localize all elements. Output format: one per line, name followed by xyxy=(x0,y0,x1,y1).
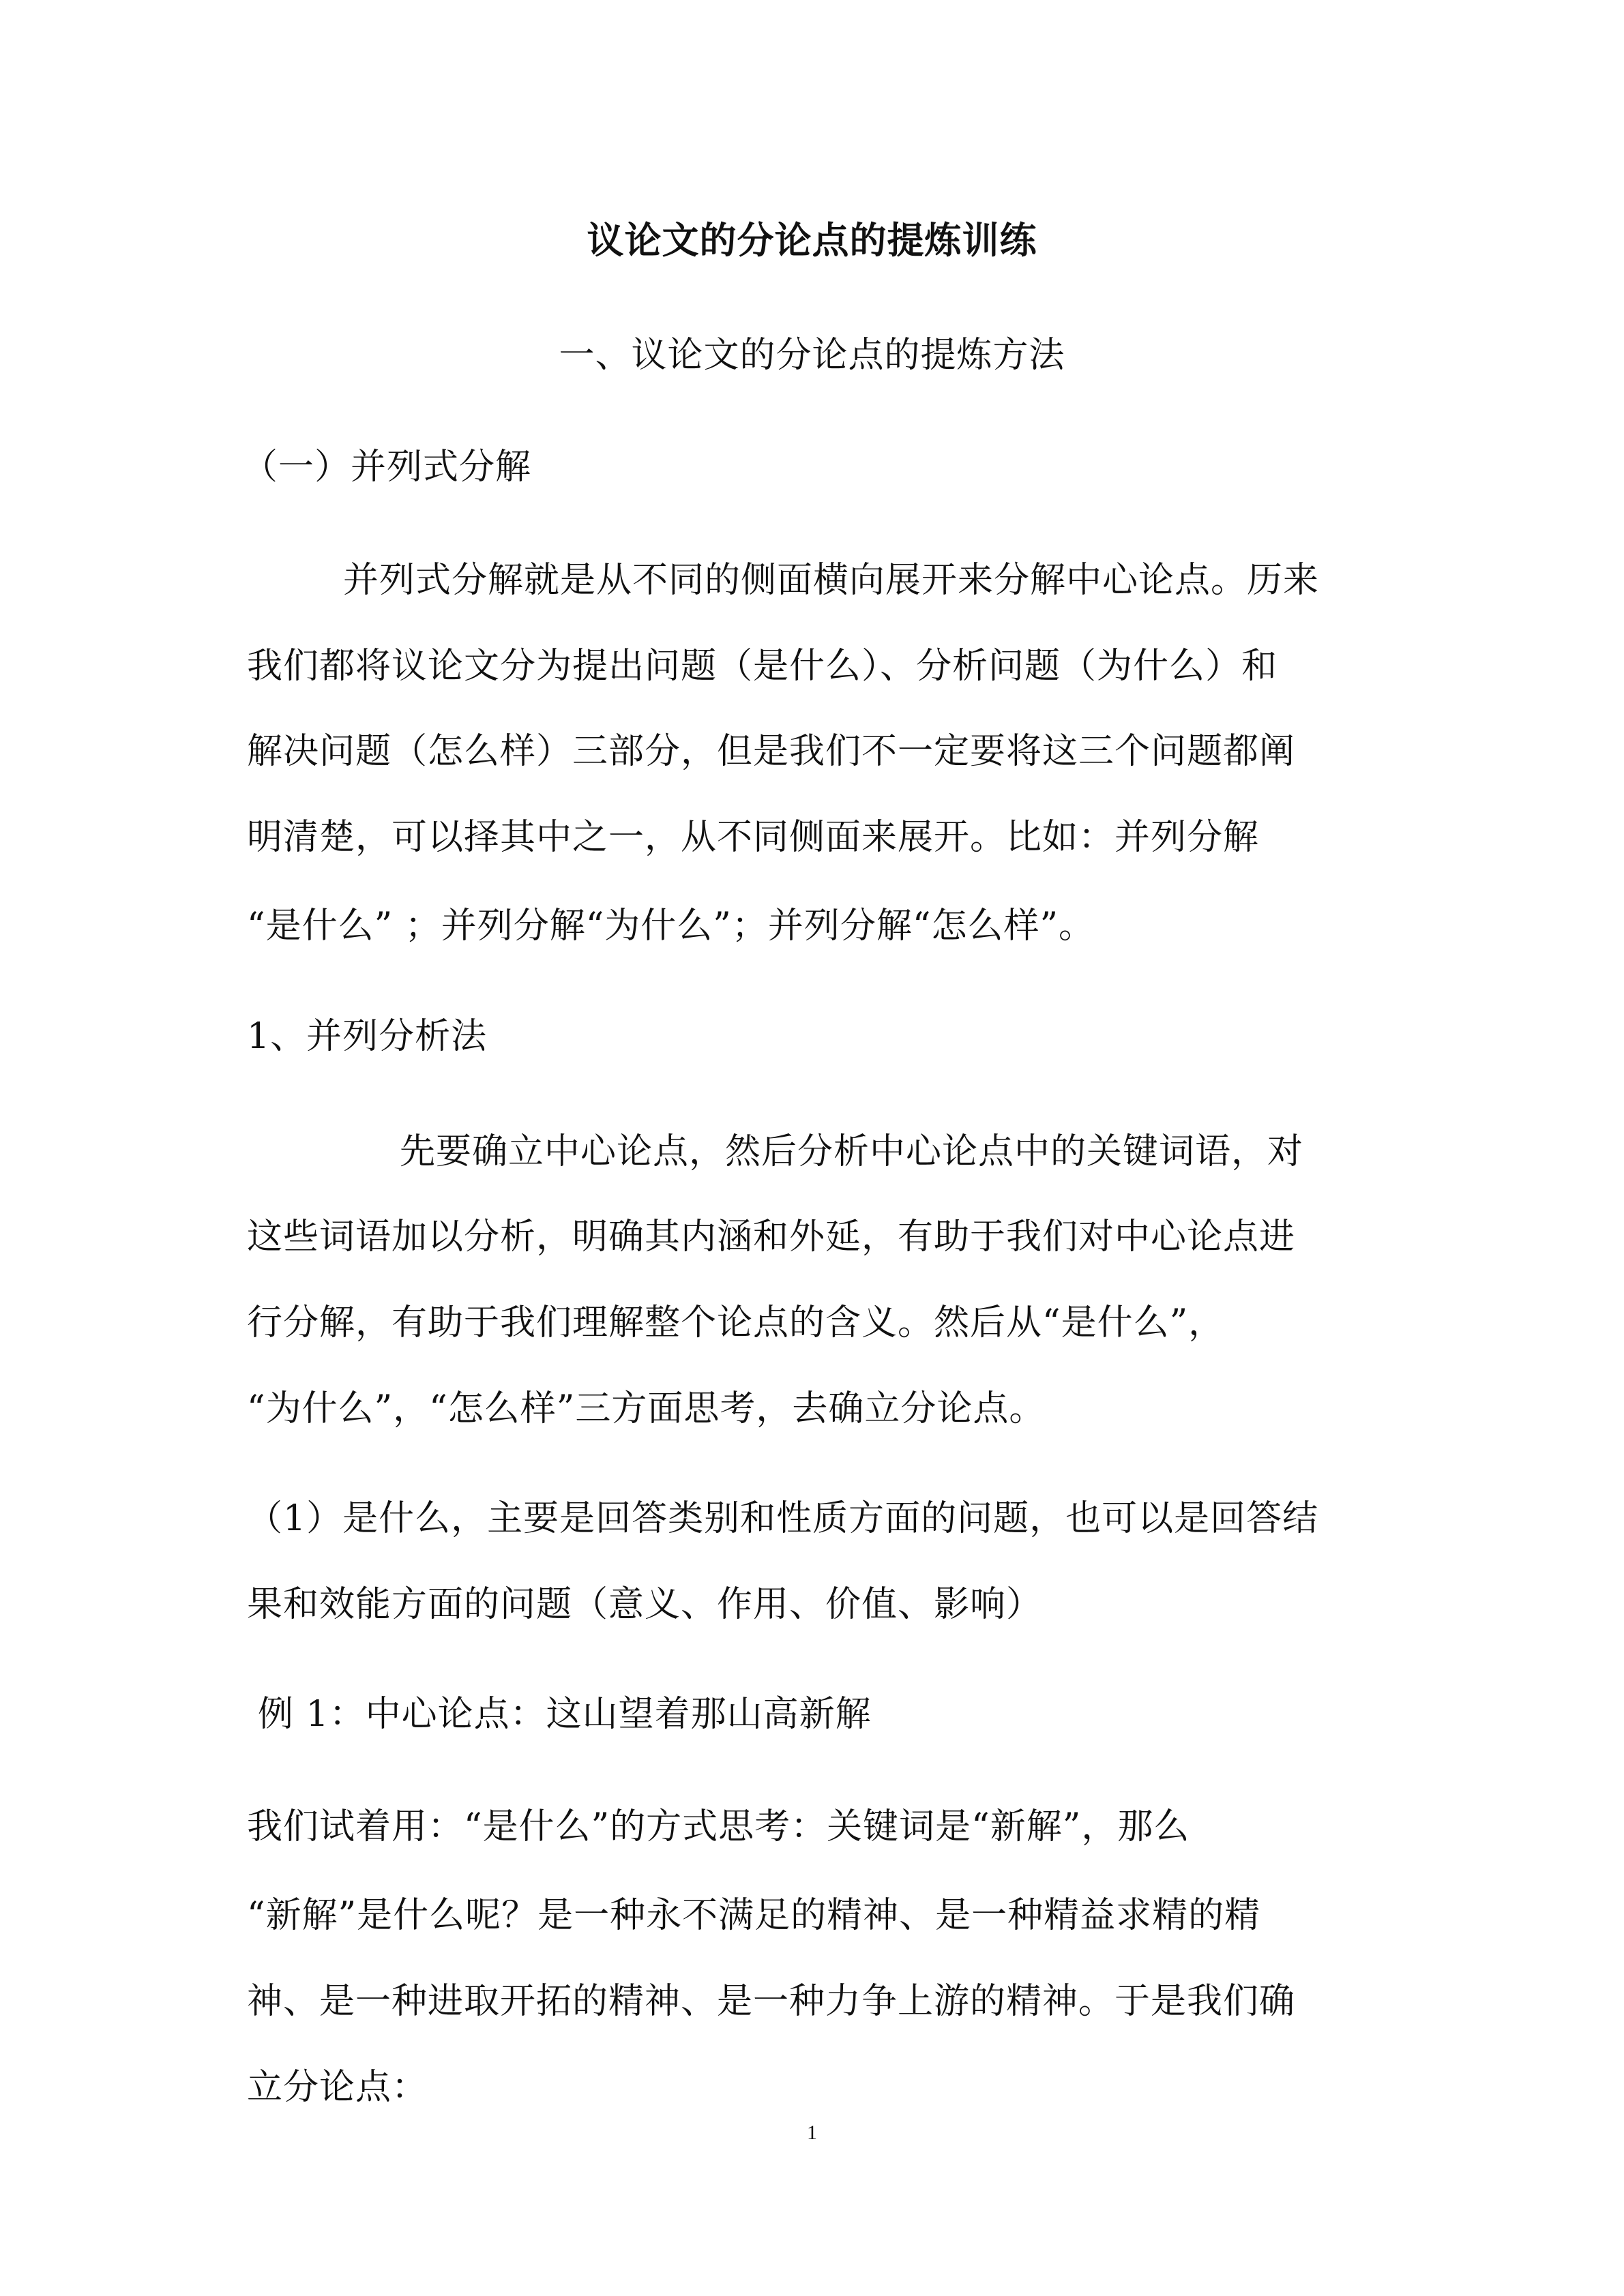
paragraph-line: 明清楚，可以择其中之一，从不同侧面来展开。比如：并列分解 xyxy=(247,817,1260,858)
paragraph-line: 并列式分解就是从不同的侧面横向展开来分解中心论点。历来 xyxy=(343,560,1320,601)
paragraph-line: （1）是什么，主要是回答类别和性质方面的问题，也可以是回答结 xyxy=(247,1498,1319,1539)
paragraph-line: 我们试着用：“是什么”的方式思考：关键词是“新解”，那么 xyxy=(247,1806,1190,1847)
example-heading: 例 1：中心论点：这山望着那山高新解 xyxy=(258,1694,872,1735)
paragraph-line: 行分解，有助于我们理解整个论点的含义。然后从“是什么”， xyxy=(247,1302,1225,1343)
paragraph-line: 神、是一种进取开拓的精神、是一种力争上游的精神。于是我们确 xyxy=(247,1981,1296,2022)
paragraph-line: 先要确立中心论点，然后分析中心论点中的关键词语，对 xyxy=(400,1131,1304,1172)
paragraph-line: “新解”是什么呢？是一种永不满足的精神、是一种精益求精的精 xyxy=(247,1895,1261,1936)
subsection-heading: （一）并列式分解 xyxy=(242,447,532,488)
section-heading: 一、议论文的分论点的提炼方法 xyxy=(559,335,1065,376)
paragraph-line: “为什么”，“怎么样”三方面思考，去确立分论点。 xyxy=(247,1388,1046,1429)
paragraph-line: 果和效能方面的问题（意义、作用、价值、影响） xyxy=(247,1584,1043,1625)
paragraph-line: 我们都将议论文分为提出问题（是什么）、分析问题（为什么）和 xyxy=(247,646,1278,687)
paragraph-line: 这些词语加以分析，明确其内涵和外延，有助于我们对中心论点进 xyxy=(247,1217,1296,1257)
method-heading: 1、并列分析法 xyxy=(247,1016,488,1057)
document-title: 议论文的分论点的提炼训练 xyxy=(587,218,1037,262)
paragraph-line: “是什么” ；并列分解“为什么”；并列分解“怎么样”。 xyxy=(247,906,1095,946)
paragraph-line: 解决问题（怎么样）三部分，但是我们不一定要将这三个问题都阐 xyxy=(247,731,1296,772)
paragraph-line: 立分论点： xyxy=(247,2067,428,2108)
page-number: 1 xyxy=(807,2121,817,2144)
